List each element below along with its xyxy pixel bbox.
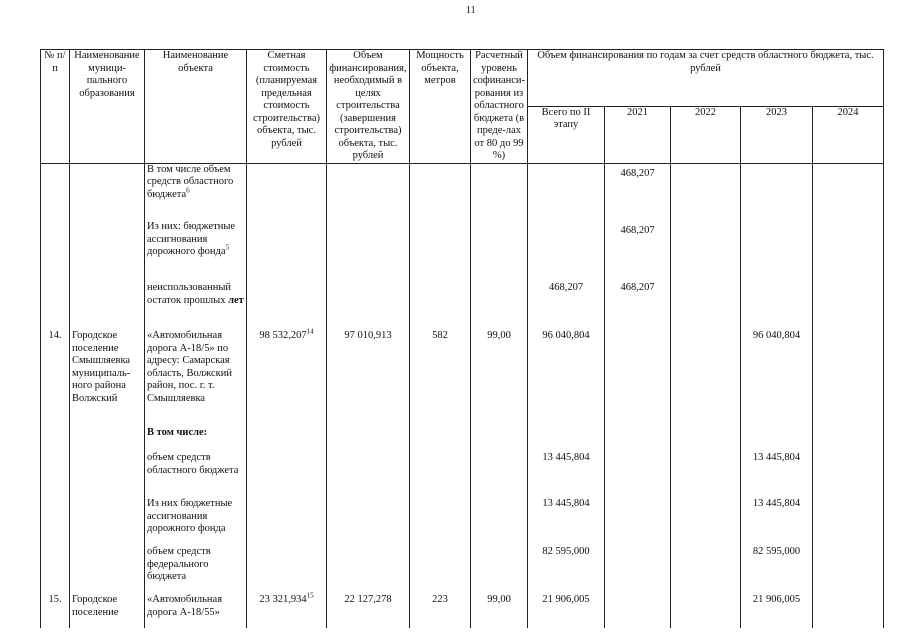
total-cell: 21 906,005	[528, 594, 605, 628]
financing-table	[40, 49, 884, 628]
capacity-cell: 223	[410, 594, 471, 628]
col-total-header: Всего по II этапу	[528, 106, 605, 163]
object-cell: Из них: бюджетные ассигнования дорожного фонда$^5$	[145, 221, 247, 282]
table-header	[41, 50, 884, 164]
volume-cell: 97 010,913	[327, 330, 410, 427]
y2023-cell: 13 445,804	[741, 498, 813, 546]
col-estimate-header: Сметная стоимость (планируемая предельная стоимость строительства) объекта, тыс. рублей	[247, 50, 327, 164]
total-cell: 468,207	[528, 282, 605, 330]
object-cell: «Автомобильная дорога А-18/55»	[145, 594, 247, 628]
table-row	[41, 594, 884, 628]
col-2021-header: 2021	[605, 106, 671, 163]
municipality-cell: Городское поселение Смышляевка муниципаль-ного района Волжский	[70, 330, 145, 427]
table-body	[41, 163, 884, 628]
total-cell: 82 595,000	[528, 546, 605, 594]
y2023-cell: 96 040,804	[741, 330, 813, 427]
table-row	[41, 330, 884, 427]
object-cell: объем средств федерального бюджета	[145, 546, 247, 594]
y2021-cell: 468,207	[605, 221, 671, 282]
col-2023-header: 2023	[741, 106, 813, 163]
y2023-cell: 21 906,005	[741, 594, 813, 628]
y2021-cell: 468,207	[605, 163, 671, 221]
col-municipality-header: Наименование муници-пального образования	[70, 50, 145, 164]
table-row	[41, 546, 884, 594]
table-row	[41, 282, 884, 330]
num-cell: 14.	[41, 330, 70, 427]
col-num-header: № п/п	[41, 50, 70, 164]
total-cell: 13 445,804	[528, 452, 605, 498]
volume-cell: 22 127,278	[327, 594, 410, 628]
table-row	[41, 221, 884, 282]
total-cell: 13 445,804	[528, 498, 605, 546]
col-2022-header: 2022	[671, 106, 741, 163]
col-volume-header: Объем финансирования, необходимый в целях строительства (завершения строительства) объекта, тыс. рублей	[327, 50, 410, 164]
col-group-header: Объем финансирования по годам за счет средств областного бюджета, тыс. рублей	[528, 50, 884, 107]
y2023-cell: 82 595,000	[741, 546, 813, 594]
cofinance-cell: 99,00	[471, 330, 528, 427]
object-cell: неиспользованный остаток прошлых лет	[145, 282, 247, 330]
capacity-cell: 582	[410, 330, 471, 427]
y2021-cell: 468,207	[605, 282, 671, 330]
object-cell: «Автомобильная дорога А-18/5» по адресу: Самарская область, Волжский район, пос. г. т. Смышляевка	[145, 330, 247, 427]
estimate-cell: 23 321,934$^{15}$	[247, 594, 327, 628]
cofinance-cell: 99,00	[471, 594, 528, 628]
table-row	[41, 452, 884, 498]
object-cell: Из них бюджетные ассигнования дорожного фонда	[145, 498, 247, 546]
col-object-header: Наименование объекта	[145, 50, 247, 164]
municipality-cell: Городское поселение	[70, 594, 145, 628]
table-row	[41, 498, 884, 546]
col-capacity-header: Мощность объекта, метров	[410, 50, 471, 164]
object-cell: объем средств областного бюджета	[145, 452, 247, 498]
total-cell: 96 040,804	[528, 330, 605, 427]
num-cell: 15.	[41, 594, 70, 628]
object-cell: В том числе:	[145, 427, 247, 452]
page-number: 11	[466, 5, 476, 16]
col-2024-header: 2024	[813, 106, 884, 163]
object-cell: В том числе объем средств областного бюджета$^6$	[145, 163, 247, 221]
table-row	[41, 427, 884, 452]
y2023-cell: 13 445,804	[741, 452, 813, 498]
col-cofinance-header: Расчетный уровень софинанси-рования из областного бюджета (в преде-лах от 80 до 99 %)	[471, 50, 528, 164]
table-row	[41, 163, 884, 221]
estimate-cell: 98 532,207$^{14}$	[247, 330, 327, 427]
